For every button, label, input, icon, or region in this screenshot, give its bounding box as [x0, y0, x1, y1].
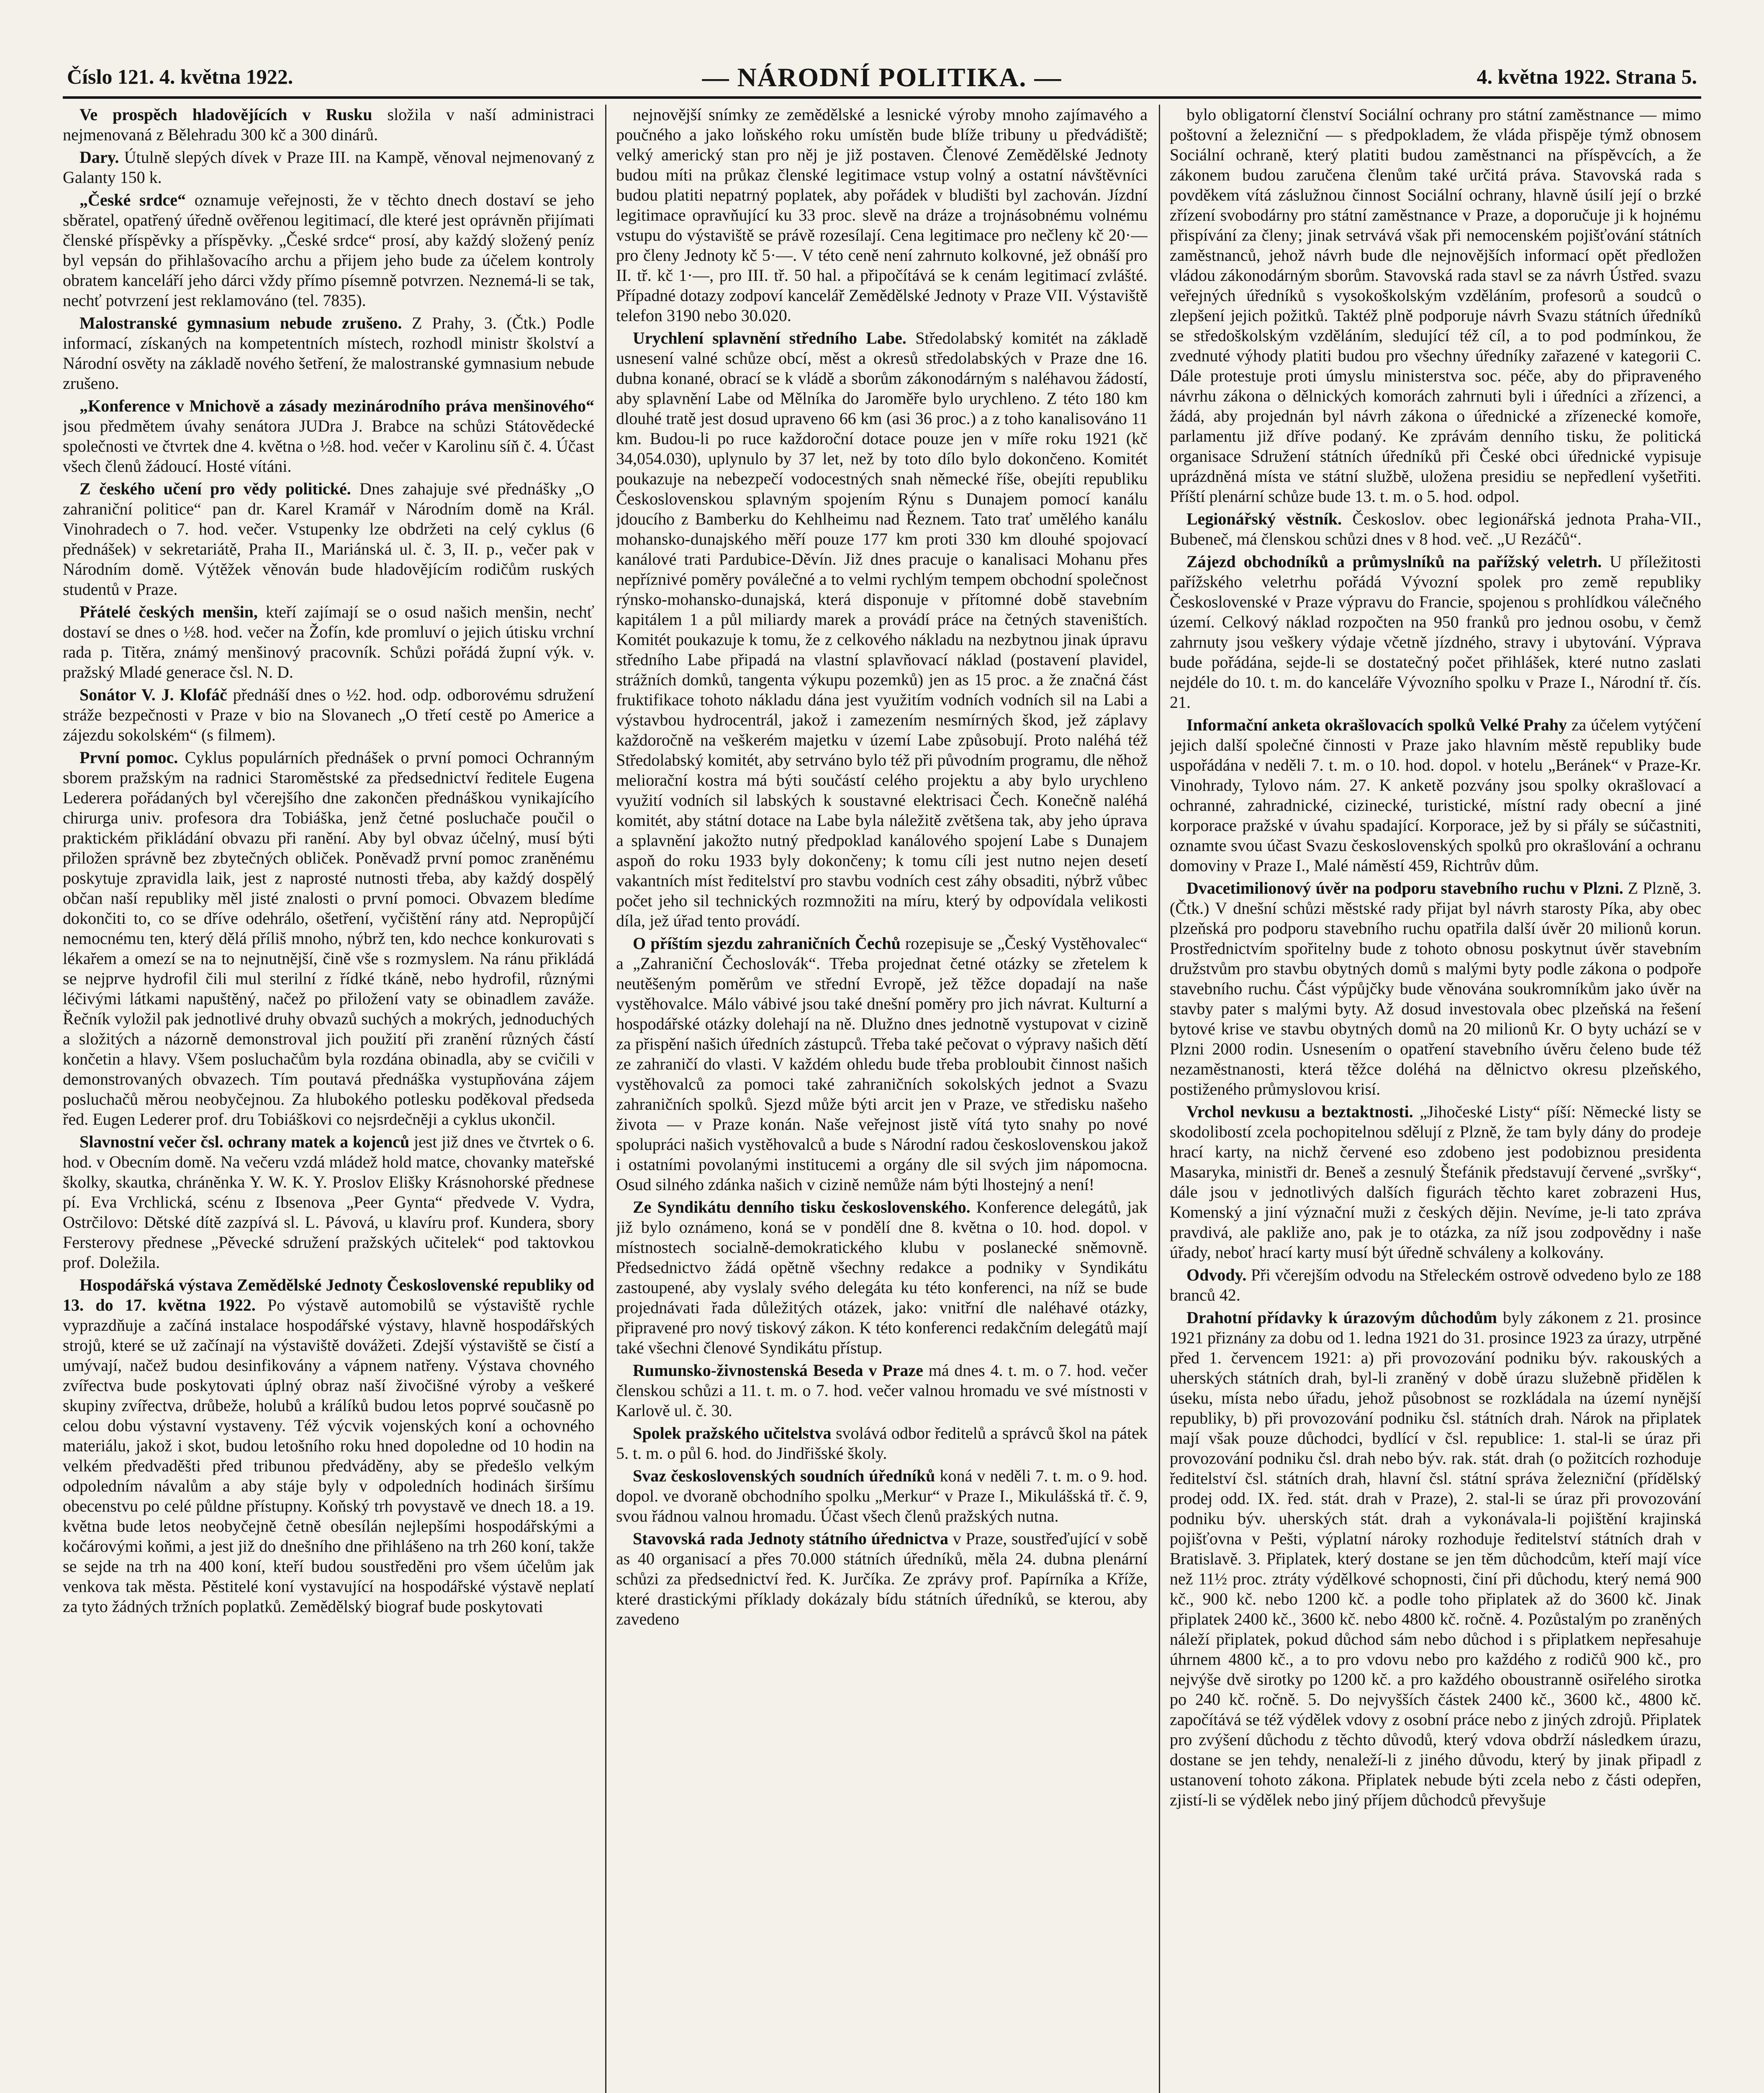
article-headline: „České srdce“ [80, 190, 186, 209]
article-headline: Stavovská rada Jednoty státního úřednictva [633, 1529, 949, 1548]
article-headline: Ze Syndikátu denního tisku československého. [633, 1198, 971, 1216]
column-1 [63, 105, 594, 2093]
article-body: Dnes zahajuje své přednášky „O zahraniční politice“ pan dr. Karel Kramář v Národním domě na Král. Vinohradech o 7. hod. večer. Vstupenky lze obdržeti na celý cyklus (6 přednášek) v sekretariátě, Praha II., Mariánská ul. č. 3, II. p., večer pak v Národním domě. Výtěžek věnován bude hladovějícím rodičům ruských studentů v Praze. [63, 479, 594, 599]
article-paragraph [63, 602, 594, 682]
article [616, 1360, 1148, 1421]
article [63, 147, 594, 188]
article [616, 1529, 1148, 1629]
article-paragraph [616, 1197, 1148, 1358]
article-headline: Odvody. [1186, 1265, 1247, 1284]
article-headline: Urychlení splavnění středního Labe. [633, 329, 906, 347]
article [1170, 509, 1701, 549]
article-body: za účelem vytýčení jejich další společné činnosti v Praze jako hlavním městě republiky bude uspořádána v neděli 7. t. m. o 10. hod. dopol. v hotelu „Beránek“ v Praze-Kr. Vinohrady, Tylovo nám. 27. K anketě pozvány jsou spolky okrašlovací a ochranné, zahradnické, cizinecké, turistické, místní rady obecní a jiné korporace pražské v úvahu spadající. Korporace, jež by si přály se súčastniti, oznamte svou účast Svazu československých spolků pro okrašlování a ochranu domoviny v Praze I., Malé náměstí 459, Richtrův dům. [1170, 715, 1701, 875]
article-body: Z Prahy, 3. (Čtk.) Podle informací, získaných na kompetentních místech, rozhodl ministr školství a Národní osvěty na základě nového šetření, že malostranské gymnasium nebude zrušeno. [63, 314, 594, 393]
article [1170, 552, 1701, 712]
article-body: Cyklus populárních přednášek o první pomoci Ochranným sborem pražským na radnici Staroměstské za předsednictví ředitele Eugena Lederera pořádaných byl včerejšího dne zakončen přednáškou vynikajícího chirurga univ. profesora dra Tobiáška, jenž četné posluchače poučil o praktickém přikládání obvazu při ranění. Aby byl obvaz účelný, musí býti přiložen správně bez zbytečných obliček. Poněvadž první pomoc zraněnému poskytuje zpravidla laik, jest z naprosté nutnosti třeba, aby každý dospělý občan naší republiky měl jisté znalosti o první pomoci. Obvazem bledíme dokončiti to, co se dříve odehrálo, ošetření, vyčištění rány atd. Nepropůjčí nemocnému ten, který dělá příliš mnoho, nýbrž ten, kdo nechce konkurovati s lékařem a omezí se na to nejnutnější, čině vše s rozmyslem. Na ránu přikládá se nejprve hydrofil čili mul sterilní z řídké tkáně, nebo hydrofil, různými léčivými látkami napuštěný, načež po přiložení vaty se obinadlem zaváže. Řečník vyložil pak jednotlivé druhy obvazů suchých a mokrých, jednoduchých a složitých a názorně demonstroval jich použití při zranění různých částí končetin a hlavy. Všem posluchačům byla rozdána obinadla, aby se cvičili v demonstrovaných obvazech. Tím poutavá přednáška vystupňována zájem posluchačů měrou neobyčejnou. Za hlubokého potlesku poděkoval předseda řed. Eugen Lederer prof. dru Tobiáškovi co nejsrdečněji a cyklus ukončil. [63, 748, 594, 1129]
article-headline: Malostranské gymnasium nebude zrušeno. [80, 314, 402, 332]
article [1170, 1308, 1701, 1810]
article-paragraph [63, 748, 594, 1129]
newspaper-page [63, 63, 1701, 2093]
article-headline: Z českého učení pro vědy politické. [80, 479, 351, 498]
article-body: Po výstavě automobilů se výstaviště rychle vyprazdňuje a začíná instalace hospodářské výstavy, hlavně hospodářských strojů, které se už začínají na výstaviště dovážeti. Zdejší výstaviště se čistí a umývají, načež budou desinfikovány a vápnem natřeny. Výstava chovného zvířectva bude poskytovati úplný obraz naší živočišné výroby a veškeré skupiny zvířectva, drůbeže, holubů a králíků budou letos poprvé současně po celou dobu výstavní vystaveny. Též výcvik vojenských koní a ochovného materiálu, jakož i skot, budou letošního roku hned dopoledne od 10 hodin na velkém předvaděšti před tribunou předváděny, aby se předešlo velkým odpoledním návalům a aby stáje byly v odpoledních hodinách širšímu obecenstvu po celé půldne přístupny. Koňský trh povystavě ve dnech 18. a 19. května bude letos neobyčejně četně obesílán nejlepšími hospodářskými a kočárovými koňmi, a jest již do dnešního dne přihlášeno na trh 260 koní, takže se sejde na trh na 400 koní, kteří budou soustředěni pro všem účelům jak venkova tak města. Pěstitelé koní vystavující na hospodářské výstavě neplatí za tyto žádných tržních poplatků. Zemědělský biograf bude poskytovati [63, 1296, 594, 1616]
article-paragraph [63, 685, 594, 745]
article [616, 1197, 1148, 1358]
article-paragraph [616, 933, 1148, 1195]
article-paragraph [63, 396, 594, 476]
article-paragraph [63, 479, 594, 599]
article-body: Středolabský komitét na základě usnesení valné schůze obcí, měst a okresů středolabských v Praze dne 16. dubna konané, obrací se k vládě a sborům zákonodárným s naléhavou žádostí, aby splavnění Labe od Mělníka do Jaroměře bylo urychleno. Z této 180 km dlouhé tratě jest dosud upraveno 66 km (asi 36 proc.) a z toho kanalisováno 11 km. Budou-li po ruce každoroční dotace pouze jen v míře roku 1921 (kč 34,054.030), uplynulo by 37 let, než by toto dílo bylo dokončeno. Komitét poukazuje na nebezpečí vodocestných snah německé říše, obejíti republiku Československou splavným spojením Rýnu s Dunajem pomocí kanálu jdoucího z Bamberku do Kehlheimu nad Řeznem. Tato trať umělého kanálu mohansko-dunajského měří pouze 177 km proti 330 km dlouhé spojovací kanálové trati Pardubice-Děvín. Již dnes pracuje o kanalisaci Mohanu přes nepříznivé poměry poválečné a to velmi rychlým tempem obchodní společnost rýnsko-mohansko-dunajská, která disponuje v přítomné době stavebním kapitálem 1 a půl miliardy marek a provádí práce na četných staveništích. Komitét poukazuje k tomu, že z celkového nákladu na nezbytnou jinak úpravu středního Labe připadá na vlastní splavňovací náklad (postavení plavidel, strážních domků, tangenta výkupu pozemků) jen as 15 proc. a že značná část fruktifikace tohoto nákladu dána jest využitím vodních vodních sil na Labi a výstavbou hydrocentrál, jakož i zamezením nesmírných škod, jež záplavy každoročně na veškerém majetku v území Labe způsobují. Proto naléhá též Středolabský komitét, aby setrváno bylo též při původním programu, dle něhož meliorační kostra má býti součástí celého projektu a aby bylo urychleno využití vodních sil labských k soustavné elektrisaci Čech. Konečně naléhá komitét, aby státní dotace na Labe byla náležitě zvětšena tak, aby jeho úprava a splavnění jakožto nutný předpoklad kanálového spojení Labe s Dunajem aspoň do roku 1933 byly dokončeny; k tomu cíli jest nutno nejen desetí vakantních míst ředitelství pro stavbu vodních cest záhy obsaditi, nýbrž vůbec počet jeho sil technických rozmnožiti na míru, který by odpovídala velikosti díla, jež úřad tento provádí. [616, 329, 1148, 930]
article [616, 933, 1148, 1195]
article-body: přednáší dnes o ½2. hod. odp. odborovému sdružení stráže bezpečnosti v Praze v bio na Slovanech „O třetí cestě po Americe a zájezdu sokolském“ (s filmem). [63, 685, 594, 744]
article-headline: Hospodářská výstava Zemědělské Jednoty Československé republiky od 13. do 17. května 1922. [63, 1275, 594, 1314]
article [616, 1466, 1148, 1526]
article-body: Konference delegátů, jak již bylo oznámeno, koná se v pondělí dne 8. května o 10. hod. dopol. v místnostech socialně-demokratického klubu v poslanecké sněmovně. Předsednictvo žádá opětně všechny redakce a podniky v Syndikátu zastoupené, aby vyslaly svého delegáta ku této konferenci, na níž se bude projednávati řada důležitých otázek, jako: vnitřní dle naléhavé otázky, připravené pro nový tiskový zákon. K této konferenci redakčním delegátů mají také všechni členové Syndikátu přístup. [616, 1198, 1148, 1357]
article-paragraph [63, 1275, 594, 1617]
article-body: Českoslov. obec legionářská jednota Praha-VII., Bubeneč, má členskou schůzi dnes v 8 hod. več. „U Rezáčů“. [1170, 509, 1701, 548]
page-date: 4. května 1922. Strana 5. [1476, 65, 1697, 88]
article-body: rozepisuje se „Český Vystěhovalec“ a „Zahraniční Čechoslovák“. Třeba projednat četné otázky se zřetelem k neutěšeným poměrům ve střední Evropě, jež těžce dopadají na naše vystěhovalce. Málo vábivé jsou také dnešní poměry pro jich návrat. Kulturní a hospodářské otázky dolehají na ně. Dlužno dnes jednotně vystupovat v cizině za přispění našich úředních zástupců. Třeba také pečovat o výpravy našich dětí ze zahraničí do vlasti. V každém ohledu bude třeba probloubit činnost našich vystěhovalců za pomoci také zahraničních sokolských jednot a Svazu zahraničních spolků. Sjezd může býti arcit jen v Praze, ve středisku našeho života — v Praze konán. Naše veřejnost jistě vítá tyto snahy po nové spolupráci našich vystěhovalců a bude s Národní radou československou jakož i ostatními povolanými institucemi a orgány dle sil svých jim nápomocna. Osud silného zdánka našich v cizině nemůže nám býti lhostejný a není! [616, 934, 1148, 1194]
article-headline: Ve prospěch hladovějících v Rusku [80, 105, 372, 124]
article-body: jsou předmětem úvahy senátora JUDra J. Brabce na schůzi Státovědecké společnosti ve čtvrtek dne 4. května o ½8. hod. večer v Karolinu síň č. 4. Účast všech členů žádoucí. Hosté vítáni. [63, 417, 594, 476]
article-paragraph [63, 105, 594, 145]
article [63, 313, 594, 393]
column-divider [1159, 105, 1160, 2093]
article-headline: Dvacetimilionový úvěr na podporu stavebního ruchu v Plzni. [1186, 879, 1623, 897]
article-body: složila v naší administraci nejmenovaná z Bělehradu 300 kč a 300 dinárů. [63, 105, 594, 144]
article-headline: Vrchol nevkusu a beztaktnosti. [1186, 1102, 1413, 1121]
article [63, 1275, 594, 1617]
article [63, 748, 594, 1129]
article-body: nejnovější snímky ze zemědělské a lesnické výroby mnoho zajímavého a poučného a jako loňského roku umístěn bude blíže tribuny u předvádiště; velký americký stan pro něj je již postaven. Členové Zemědělské Jednoty budou míti na průkaz členské legitimace vstup volný a ostatní návštěvníci budou platiti nepatrný poplatek, aby pořádek v bludišti byl zachován. Jízdní legitimace opravňující ku 33 proc. slevě na dráze a trojnásobnému volnému vstupu do výstaviště se právě rozesílají. Cena legitimace pro nečleny kč 20·— pro členy Jednoty kč 5·—. V této ceně není zahrnuto kolkovné, jež obnáší pro II. tř. kč 1·—, pro III. tř. 50 hal. a připočítává se k cenám legitimací zvlášté. Případné dotazy zodpoví kancelář Zemědělské Jednoty v Praze VII. Výstaviště telefon 3190 nebo 30.020. [616, 105, 1148, 325]
article-body: oznamuje veřejnosti, že v těchto dnech dostaví se jeho sběratel, opatřený úředně ověřenou legitimací, dle které jest oprávněn přijímati členské příspěvky a příspěvky. „České srdce“ prosí, aby každý složený peníz byl vepsán do přihlašovacího archu a přijem jeho bude za účelem kontroly obratem kanceláří jeho dárci vždy přímo písemně potvrzen. Neznemá-li se tak, nechť potvrzení jest reklamováno (tel. 7835). [63, 190, 594, 310]
article-headline: Přátelé českých menšin, [80, 602, 258, 621]
article-paragraph [1170, 1265, 1701, 1305]
article [63, 396, 594, 476]
article-body: koná v neděli 7. t. m. o 9. hod. dopol. ve dvoraně obchodního spolku „Merkur“ v Praze I., Mikulášská tř. č. 9, svou řádnou valnou hromadu. Účast všech členů pražských nutna. [616, 1466, 1148, 1525]
article-headline: „Konference v Mnichově a zásady mezinárodního práva menšinového“ [80, 396, 594, 415]
column-3 [1170, 105, 1701, 2093]
article-paragraph [616, 105, 1148, 326]
article-body: „Jihočeské Listy“ píší: Německé listy se skodolibostí zcela pochopitelnou sdělují z Plzně, že tam byly dány do prodeje hrací karty, na nichž červené eso zdobeno jest podobiznou presidenta Masaryka, ministři dr. Beneš a zesnulý Štefánik představují červené „svršky“, dále jsou v jednotlivých dalších figurách těchto karet zobrazeni Hus, Komenský a jiní význační muži z českých dějin. Nevíme, je-li tato zpráva pravdivá, ale pakliže ano, pak je to otázka, za níž jsou zodpovědny i naše úřady, neboť hrací karty musí být úředně schváleny a kolkovány. [1170, 1102, 1701, 1262]
newspaper-title: — NÁRODNÍ POLITIKA. — [702, 62, 1062, 92]
article-body: má dnes 4. t. m. o 7. hod. večer členskou schůzi a 11. t. m. o 7. hod. večer valnou hromadu ve své místnosti v Karlově ul. č. 30. [616, 1361, 1148, 1420]
article-headline: Informační anketa okrašlovacích spolků Velké Prahy [1186, 715, 1567, 734]
article-body: jest již dnes ve čtvrtek o 6. hod. v Obecním domě. Na večeru vzdá mládež hold matce, chovanky mateřské školky, skautka, chráněnka Y. W. K. Y. Proslov Elišky Krásnohorské přednese pí. Eva Vrchlická, scénu z Ibsenova „Peer Gynta“ předvede V. Vydra, Ostrčilovo: Dětské dítě zazpívá sl. L. Pávová, u klavíru prof. Kundera, sbory Fersterovy přednese „Pěvecké sdružení pražských učitelek“ pod taktovkou prof. Doležila. [63, 1132, 594, 1272]
article [1170, 1102, 1701, 1262]
article-paragraph [63, 147, 594, 188]
article [1170, 878, 1701, 1099]
column-2 [616, 105, 1148, 2093]
article [63, 479, 594, 599]
article-paragraph [1170, 715, 1701, 876]
article-paragraph [616, 328, 1148, 931]
article-paragraph [1170, 105, 1701, 507]
article [63, 1132, 594, 1273]
article-paragraph [616, 1466, 1148, 1526]
article-headline: Svaz československých soudních úředníků [633, 1466, 935, 1485]
article [1170, 105, 1701, 507]
article-headline: O příštím sjezdu zahraničních Čechů [633, 934, 901, 953]
article-body: kteří zajímají se o osud našich menšin, nechť dostaví se dnes o ½8. hod. večer na Žofín, kde promluví o jejich útisku vrchní rada p. Titěra, známý menšinový pracovník. Schůzi pořádá župní výk. v. pražský Mladé generace čsl. N. D. [63, 602, 594, 681]
article-headline: Legionářský věstník. [1186, 509, 1342, 528]
article [63, 190, 594, 311]
article-headline: Spolek pražského učitelstva [633, 1424, 832, 1442]
issue-number: Číslo 121. 4. května 1922. [67, 65, 293, 88]
article-paragraph [1170, 878, 1701, 1099]
article-body: bylo obligatorní členství Sociální ochrany pro státní zaměstnance — mimo poštovní a železniční — s předpokladem, že vláda přispěje týmž obnosem Sociální ochraně, který platiti budou zaměstnanci na příspěvcích, a že zákonem budou zaručena členům také určitá práva. Stavovská rada s povděkem vítá záslužnou činnost Sociální ochrany, hlavně úsilí její o brzké zřízení svobodárny pro státní zaměstnance v Praze, a doporučuje ji k hojnému přispívání za členy; jinak setrvává však při nemocenském pojišťování státních zaměstnanců, jehož návrh bude dle nejnovějších informací opět předložen vládou zákonodárným sborům. Stavovská rada stavl se za návrh Ústřed. svazu veřejných úředníků s vysokoškolským vzděláním, profesorů a soudců o zlepšení jejich požitků. Taktéž plně podporuje návrh Svazu státních úředníků se středoškolským vzděláním, sledující též cíl, a to pod podmínkou, že zvednuté výhody platiti budou pro všechny úředníky zařazené v kategorii C. Dále protestuje proti úmyslu ministerstva soc. péče, aby do připraveného návrhu zákona o dělnických komorách zahrnuti byli i úředníci a zřízenci, a žádá, aby projednán byl návrh zákona o úřednické a zřízenecké komoře, parlamentu již dříve podaný. Ke zprávám denního tisku, že politická organisace Sdružení státních úředníků při České obci úřednické vypisuje uprázdněná místa ve státní službě, uložena presidiu se nepředlení vyšetřiti. Příští plenární schůze bude 13. t. m. o 5. hod. odpol. [1170, 105, 1701, 506]
article [616, 105, 1148, 326]
article-headline: Drahotní přídavky k úrazovým důchodům [1186, 1308, 1497, 1327]
article-paragraph [63, 190, 594, 311]
article-paragraph [1170, 1308, 1701, 1810]
article [1170, 715, 1701, 876]
masthead [63, 63, 1701, 99]
article-paragraph [63, 313, 594, 393]
article-headline: První pomoc. [80, 748, 178, 767]
article-paragraph [63, 1132, 594, 1273]
article-paragraph [1170, 552, 1701, 712]
article-headline: Zájezd obchodníků a průmyslníků na pařížský veletrh. [1186, 552, 1602, 571]
article [63, 685, 594, 745]
article-body: byly zákonem z 21. prosince 1921 přiznány za dobu od 1. ledna 1921 do 31. prosince 1923 za úrazy, utrpěné před 1. červencem 1921: a) při provozování podniku býv. rakouských a uherských státních drah, byl-li zraněný v době úrazu služebně přidělen k úseku, místa nebo úřadu, jehož působnost se rozkládala na území nynější republiky, b) při provozování podniku čsl. státních drah. Nárok na připlatek mají však pouze důchodci, bydlící v čsl. republice: 1. stal-li se úraz při provozování podniku čsl. drah nebo býv. rak. stát. drah (o požitcích rozhoduje ředitelství čsl. státních drah, hlavní čsl. státní správa železniční (přídělský prodej odd. IX. řed. stát. drah v Praze), 2. stal-li se úraz při provozování podniku býv. uherských stát. drah a vykonávala-li pojištění krajinská pojišťovna v Pešti, výplatní nároky rozhoduje ředitelství státních drah v Bratislavě. 3. Připlatek, který dostane se jen těm důchodcům, kteří mají více než 11½ proc. ztráty výdělkové schopnosti, činí při důchodu, který nemá 900 kč., 900 kč. nebo 1200 kč. a podle toho připlatek až do 3600 kč. Jinak připlatek 2400 kč., 3600 kč. nebo 4800 kč. ročně. 4. Pozůstalým po zraněných náleží připlatek, pokud důchod sám nebo důchod i s připlatkem nepřesahuje úhrnem 4800 kč., a to pro vdovu nebo pro každého z rodičů 900 kč., pro nejvýše dvě sirotky po 1200 kč. a pro každého oboustranně osiřelého sirotka po 240 kč. ročně. 5. Do nejvyšších částek 2400 kč., 3600 kč., 4800 kč. započítává se též výdělek vdovy z osobní práce nebo z jiných zdrojů. Připlatek pro zvýšení důchodu z těchto důvodů, který vdova obdrží následkem úrazu, dostane se jen tehdy, nenaleží-li z jiného důvodu, který by jinak připadl z ustanovení tohoto zákona. Připlatek nebude býti zcela nebo z části odepřen, zjistí-li se výdělek nebo jiný příjem důchodců převyšuje [1170, 1308, 1701, 1809]
article [1170, 1265, 1701, 1305]
article [616, 1423, 1148, 1463]
columns [63, 105, 1701, 2093]
article-body: Při včerejším odvodu na Střeleckém ostrově odvedeno bylo ze 188 branců 42. [1170, 1265, 1701, 1304]
article-body: Z Plzně, 3. (Čtk.) V dnešní schůzi městské rady přijat byl návrh starosty Píka, aby obec plzeňská pro podporu stavebního ruchu opatřila další úvěr 20 milionů korun. Prostřednictvím spořitelny bude z tohoto obnosu poskytnut úvěr stavebním družstvům pro stavbu obytných domů s malými byty podle zákona o podpoře stavebního ruchu. Část výpůjčky bude věnována soukromníkům jako úvěr na stavby pater s malými byty. Až dosud investovala obec plzeňská na řešení bytové krise ve stavbu obytných domů na 20 milionů Kr. O byty uchází se v Plzni 2000 rodin. Usnesením o opatření stavebního úvěru čeleno bude též nezaměstnanosti, která těžce doléhá na dělnictvo okresu plzeňského, postiženého průmyslovou krisí. [1170, 879, 1701, 1098]
article [63, 602, 594, 682]
article-headline: Sonátor V. J. Klofáč [80, 685, 227, 704]
article-paragraph [616, 1529, 1148, 1629]
article-headline: Rumunsko-živnostenská Beseda v Praze [633, 1361, 923, 1380]
article [63, 105, 594, 145]
article-paragraph [616, 1423, 1148, 1463]
article-body: svolává odbor ředitelů a správců škol na pátek 5. t. m. o půl 6. hod. do Jindřišské školy. [616, 1424, 1148, 1463]
column-divider [605, 105, 606, 2093]
article-headline: Slavnostní večer čsl. ochrany matek a kojenců [80, 1132, 410, 1151]
article-body: v Praze, soustřeďující v sobě as 40 organisací a přes 70.000 státních úředníků, měla 24. dubna plenární schůzi za předsednictví řed. K. Jurčíka. Ze zprávy prof. Papírníka a Kříže, které drastickými příklady dokázaly bídu státních úředníků, se kterou, aby zavedeno [616, 1529, 1148, 1628]
article-body: Útulně slepých dívek v Praze III. na Kampě, věnoval nejmenovaný z Galanty 150 k. [63, 148, 594, 187]
article-body: U příležitosti pařížského veletrhu pořádá Vývozní spolek pro země republiky Československé v Praze výpravu do Francie, spojenou s prohlídkou válečného území. Celkový náklad rozpočten na 950 franků pro jednou osobu, v čemž zahrnuty jsou veškery výdaje včetně jízdného, stravy i ubytování. Výprava bude pořádána, sejde-li se dostatečný počet přihlášek, které nutno zaslati nejdéle do 10. t. m. do kanceláře Vývozního spolku v Praze I., Národní tř. čís. 21. [1170, 552, 1701, 712]
article [616, 328, 1148, 931]
article-paragraph [1170, 1102, 1701, 1262]
article-headline: Dary. [80, 148, 119, 167]
article-paragraph [616, 1360, 1148, 1421]
article-paragraph [1170, 509, 1701, 549]
